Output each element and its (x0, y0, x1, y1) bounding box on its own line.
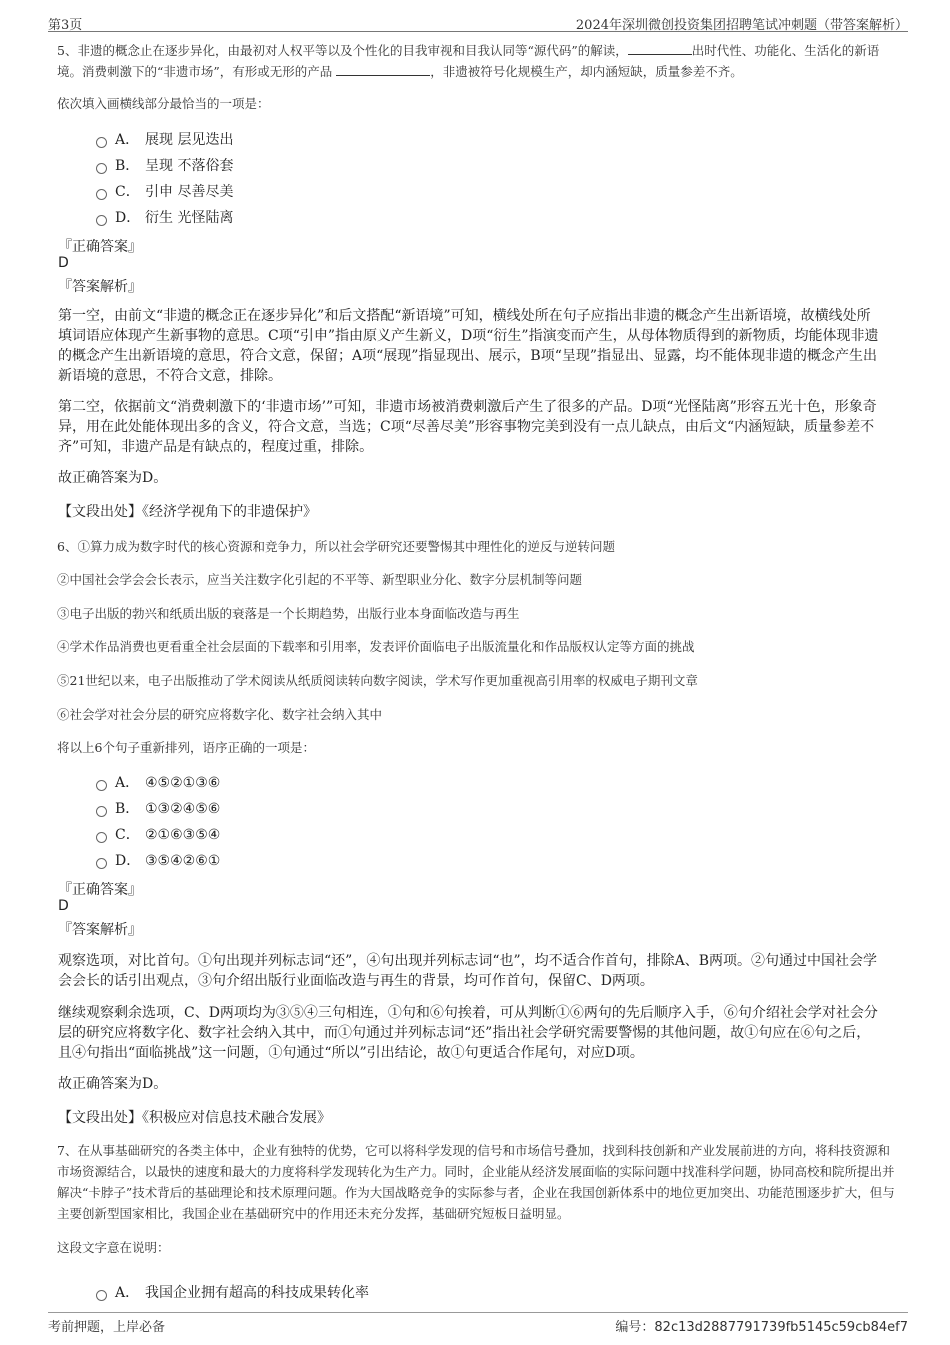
q6-option-d[interactable]: D． ③⑤④②⑥① (96, 851, 220, 871)
q5-stem-part-c: ，非遗被符号化规模生产，却内涵短缺，质量参差不齐。 (430, 64, 743, 79)
q6-sentence-1: 6、①算力成为数字时代的核心资源和竞争力，所以社会学研究还要警惕其中理性化的逆反与逆转问题 (57, 539, 615, 554)
code-value: 82c13d2887791739fb5145c59cb84ef7 (654, 1320, 908, 1335)
q6-sentence-3: ③电子出版的勃兴和纸质出版的衰落是一个长期趋势，出版行业本身面临改造与再生 (57, 606, 520, 621)
page-number: 第3页 (48, 18, 83, 33)
radio-icon[interactable] (96, 858, 107, 869)
q5-conclusion: 故正确答案为D。 (58, 470, 168, 486)
q7-stem: 7、在从事基础研究的各类主体中，企业有独特的优势，它可以将科学发现的信号和市场信号叠加，找到科技创新和产业发展前进的方向，将科技资源和市场资源结合，以最快的速度和最大的力度将科学发现转化为生产力。同时，企业能从经济发展面临的实际问题中找准科学问题，协同高校和院所提出并解决“卡脖子”技术背后的基础理论和技术原理问题。作为大国战略竞争的实际参与者，企业在我国创新体系中的地位更加突出、功能范围逐步扩大，但与主要创新型国家相比，我国企业在基础研究中的作用还未充分发挥，基础研究短板日益明显。 (57, 1143, 895, 1221)
radio-icon[interactable] (96, 832, 107, 843)
radio-icon[interactable] (96, 189, 107, 200)
radio-icon[interactable] (96, 780, 107, 791)
q6-sentence-5: ⑤21世纪以来，电子出版推动了学术阅读从纸质阅读转向数字阅读，学术写作更加重视高引用率的权威电子期刊文章 (57, 673, 698, 688)
page-footer (48, 1312, 908, 1335)
q5-option-a[interactable]: A． 展现 层见迭出 (96, 130, 233, 150)
q5-answer-label: 『正确答案』 (58, 239, 142, 255)
q6-option-c[interactable]: C． ②①⑥③⑤④ (96, 825, 220, 845)
q5-analysis-paragraph-2: 第二空，依据前文“消费刺激下的‘非遗市场’”可知，非遗市场被消费刺激后产生了很多的产品。D项“光怪陆离”形容五光十色，形象奇异，用在此处能体现出多的含义，符合文意，当选；C项“尽善尽美”形容事物完美到没有一点儿缺点，由后文“内涵短缺，质量参差不齐”可知，非遗产品是有缺点的，程度过重，排除。 (58, 399, 877, 455)
q5-stem-part-b: 出时代性、功能化、生活化的新语境。消费刺激下的“非遗市场”，有形或无形的产品 (57, 43, 880, 79)
q5-option-d[interactable]: D． 衍生 光怪陆离 (96, 208, 233, 228)
q5-blank-2 (336, 62, 430, 76)
q6-sentence-4: ④学术作品消费也更看重全社会层面的下载率和引用率，发表评价面临电子出版流量化和作品版权认定等方面的挑战 (57, 639, 695, 654)
q6-option-b[interactable]: B． ①③②④⑤⑥ (96, 799, 220, 819)
radio-icon[interactable] (96, 137, 107, 148)
q6-analysis-label: 『答案解析』 (58, 922, 142, 938)
document-title: 2024年深圳微创投资集团招聘笔试冲刺题（带答案解析） (575, 18, 908, 33)
page-header (48, 14, 908, 32)
q6-option-a[interactable]: A． ④⑤②①③⑥ (96, 773, 220, 793)
q7-prompt: 这段文字意在说明： (57, 1240, 170, 1255)
q6-analysis-paragraph-1: 观察选项，对比首句。①句出现并列标志词“还”，④句出现并列标志词“也”，均不适合作首句，排除A、B两项。②句通过中国社会学会会长的话引出观点，③句介绍出版行业面临改造与再生的背景，均可作首句，保留C、D两项。 (58, 953, 878, 989)
radio-icon[interactable] (96, 215, 107, 226)
q5-prompt: 依次填入画横线部分最恰当的一项是： (57, 96, 270, 111)
q5-option-c[interactable]: C． 引申 尽善尽美 (96, 182, 233, 202)
q5-answer: D (58, 255, 69, 271)
code-label: 编号： (615, 1320, 655, 1335)
q6-prompt: 将以上6个句子重新排列，语序正确的一项是： (57, 740, 315, 755)
q5-blank-1 (628, 41, 692, 55)
q5-analysis-paragraph-1: 第一空，由前文“非遗的概念正在逐步异化”和后文搭配“新语境”可知，横线处所在句子应指出非遗的概念产生出新语境，故横线处所填词语应体现产生新事物的意思。C项“引申”指由原义产生新义，D项“衍生”指演变而产生，从母体物质得到的新物质，均能体现非遗的概念产生出新语境的意思，符合文意，保留；A项“展现”指显现出、展示，B项“呈现”指显出、显露，均不能体现非遗的概念产生出新语境的意思，不符合文意，排除。 (58, 308, 879, 384)
q6-source: 【文段出处】《积极应对信息技术融合发展》 (58, 1110, 331, 1126)
document-code (615, 1316, 908, 1335)
radio-icon[interactable] (96, 163, 107, 174)
q6-sentence-6: ⑥社会学对社会分层的研究应将数字化、数字社会纳入其中 (57, 707, 383, 722)
q5-analysis-label: 『答案解析』 (58, 279, 142, 295)
q6-answer-label: 『正确答案』 (58, 882, 142, 898)
q6-conclusion: 故正确答案为D。 (58, 1076, 168, 1092)
q5-source: 【文段出处】《经济学视角下的非遗保护》 (58, 504, 317, 520)
q5-stem-part-a: 5、非遗的概念止在逐步异化，由最初对人权平等以及个性化的目我审视和目我认同等“源代码”的解读， (57, 43, 628, 58)
footer-slogan: 考前押题，上岸必备 (48, 1320, 166, 1335)
radio-icon[interactable] (96, 1290, 107, 1301)
q6-answer: D (58, 898, 69, 914)
q5-option-b[interactable]: B． 呈现 不落俗套 (96, 156, 233, 176)
q6-analysis-paragraph-2: 继续观察剩余选项，C、D两项均为③⑤④三句相连，①句和⑥句挨着，可从判断①⑥两句的先后顺序入手，⑥句介绍社会学对社会分层的研究应将数字化、数字社会纳入其中，而①句通过并列标志词“还”指出社会学研究需要警惕的其他问题，故①句应在⑥句之后，且④句指出“面临挑战”这一问题，①句通过“所以”引出结论，故①句更适合作尾句，对应D项。 (58, 1005, 878, 1061)
q6-sentence-2: ②中国社会学会会长表示，应当关注数字化引起的不平等、新型职业分化、数字分层机制等问题 (57, 572, 583, 587)
q5-stem (57, 40, 897, 82)
radio-icon[interactable] (96, 806, 107, 817)
q7-option-a[interactable]: A． 我国企业拥有超高的科技成果转化率 (96, 1283, 369, 1303)
